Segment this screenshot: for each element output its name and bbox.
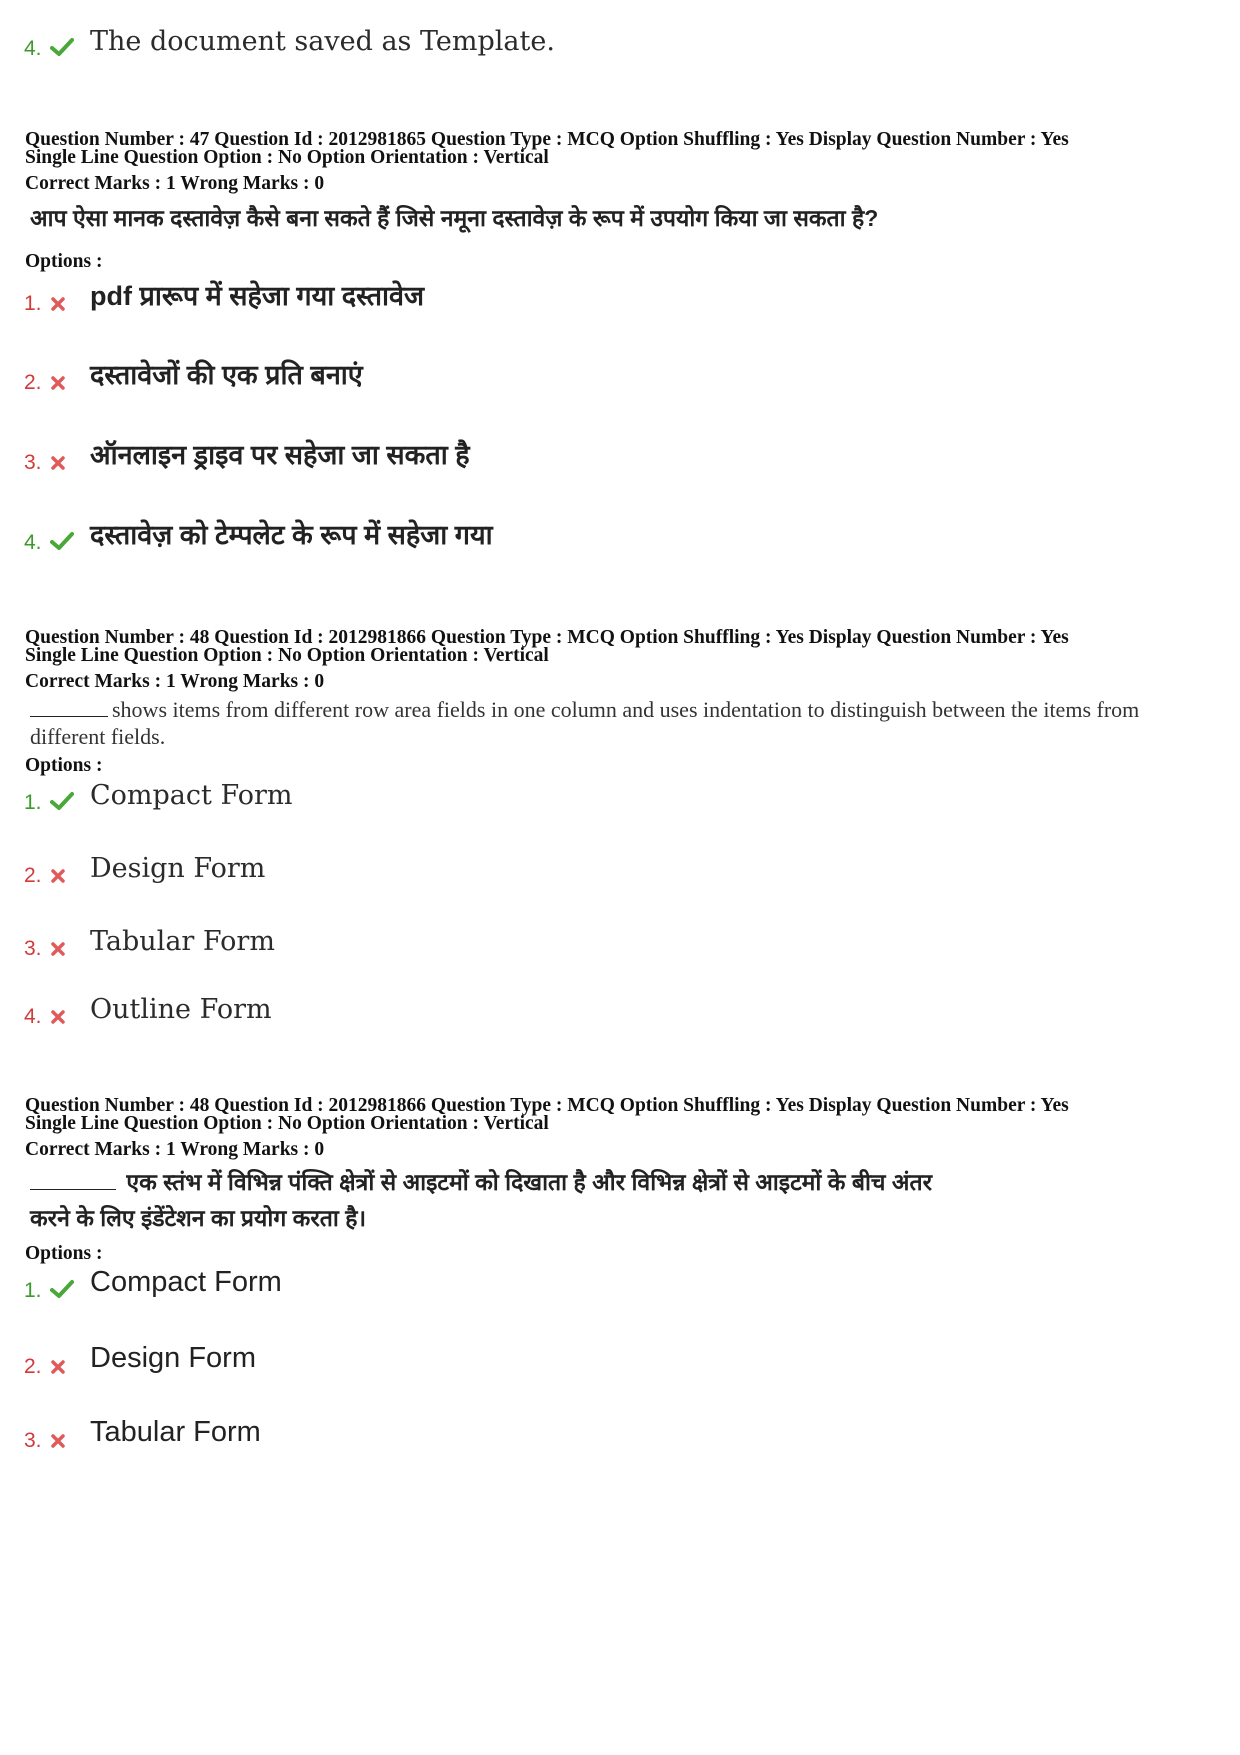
option-item [24,283,424,314]
cross-icon [50,868,90,886]
blank-line [30,1171,116,1190]
option-number: 3. [24,451,42,474]
option-number: 2. [24,1355,42,1378]
option-number: 3. [24,937,42,960]
meta-line: Single Line Question Option : No Option Orientation : Vertical [25,645,549,666]
option-text: Compact Form [90,1266,282,1298]
option-item [24,928,275,959]
meta-line: Single Line Question Option : No Option Orientation : Vertical [25,1113,549,1134]
check-icon [50,531,90,553]
option-text: The document saved as Template. [90,26,555,57]
question-meta [25,130,1069,168]
question-meta [25,628,1069,666]
cross-icon [50,296,90,314]
question-text [30,696,1220,750]
option-number: 1. [24,292,42,315]
question-text: आप ऐसा मानक दस्तावेज़ कैसे बना सकते हैं जिसे नमूना दस्तावेज़ के रूप में उपयोग किया जा सकता है? [30,205,879,231]
meta-line: Question Number : 48 Question Id : 2012981866 Question Type : MCQ Option Shuffling : Yes Display Question Number : Yes [25,627,1069,648]
option-text: Design Form [90,853,266,884]
option-item [24,782,292,813]
option-text: Design Form [90,1342,256,1374]
question-text-line: एक स्तंभ में विभिन्न पंक्ति क्षेत्रों से आइटमों को दिखाता है और विभिन्न क्षेत्रों से आइटमों के बीच अंतर [126,1169,933,1195]
question-meta [25,1096,1069,1134]
option-item [24,362,363,393]
options-label: Options : [25,755,103,776]
meta-line: Single Line Question Option : No Option Orientation : Vertical [25,147,549,168]
option-text: दस्तावेजों की एक प्रति बनाएं [90,360,363,390]
option-item [24,1344,256,1377]
option-text: दस्तावेज़ को टेम्पलेट के रूप में सहेजा गया [90,520,493,550]
check-icon [50,1279,90,1301]
cross-icon [50,375,90,393]
marks-line: Correct Marks : 1 Wrong Marks : 0 [25,671,325,692]
meta-line: Question Number : 47 Question Id : 2012981865 Question Type : MCQ Option Shuffling : Yes Display Question Number : Yes [25,129,1069,150]
question-text-line: करने के लिए इंडेंटेशन का प्रयोग करता है। [30,1205,367,1231]
option-number: 2. [24,864,42,887]
option-text: Tabular Form [90,926,275,957]
marks-line: Correct Marks : 1 Wrong Marks : 0 [25,173,325,194]
option-text: pdf प्रारूप में सहेजा गया दस्तावेज [90,281,425,311]
meta-line: Question Number : 48 Question Id : 2012981866 Question Type : MCQ Option Shuffling : Yes Display Question Number : Yes [25,1095,1069,1116]
question-text-content: shows items from different row area fields in one column and uses indentation to distinguish between the items from different fields. [30,697,1140,749]
cross-icon [50,1359,90,1377]
option-text: ऑनलाइन ड्राइव पर सहेजा जा सकता है [90,440,470,470]
option-item [24,1268,282,1301]
option-number: 4. [24,531,42,554]
cross-icon [50,941,90,959]
cross-icon [50,1009,90,1027]
option-item [24,1418,261,1451]
options-label: Options : [25,1243,103,1264]
cross-icon [50,1433,90,1451]
question-text [30,1164,1220,1236]
option-item [24,855,265,886]
option-text: Tabular Form [90,1416,261,1448]
options-label: Options : [25,251,103,272]
option-text: Outline Form [90,994,272,1025]
option-number: 1. [24,1279,42,1302]
marks-line: Correct Marks : 1 Wrong Marks : 0 [25,1139,325,1160]
option-item [24,522,493,553]
option-number: 1. [24,791,42,814]
option-number: 4. [24,1005,42,1028]
option-item [24,442,470,473]
check-icon [50,791,90,813]
cross-icon [50,455,90,473]
option-number: 4. [24,37,42,60]
option-item [24,996,272,1027]
option-item [24,28,555,59]
option-number: 3. [24,1429,42,1452]
option-number: 2. [24,371,42,394]
blank-line [30,698,108,717]
option-text: Compact Form [90,780,293,811]
check-icon [50,37,90,59]
